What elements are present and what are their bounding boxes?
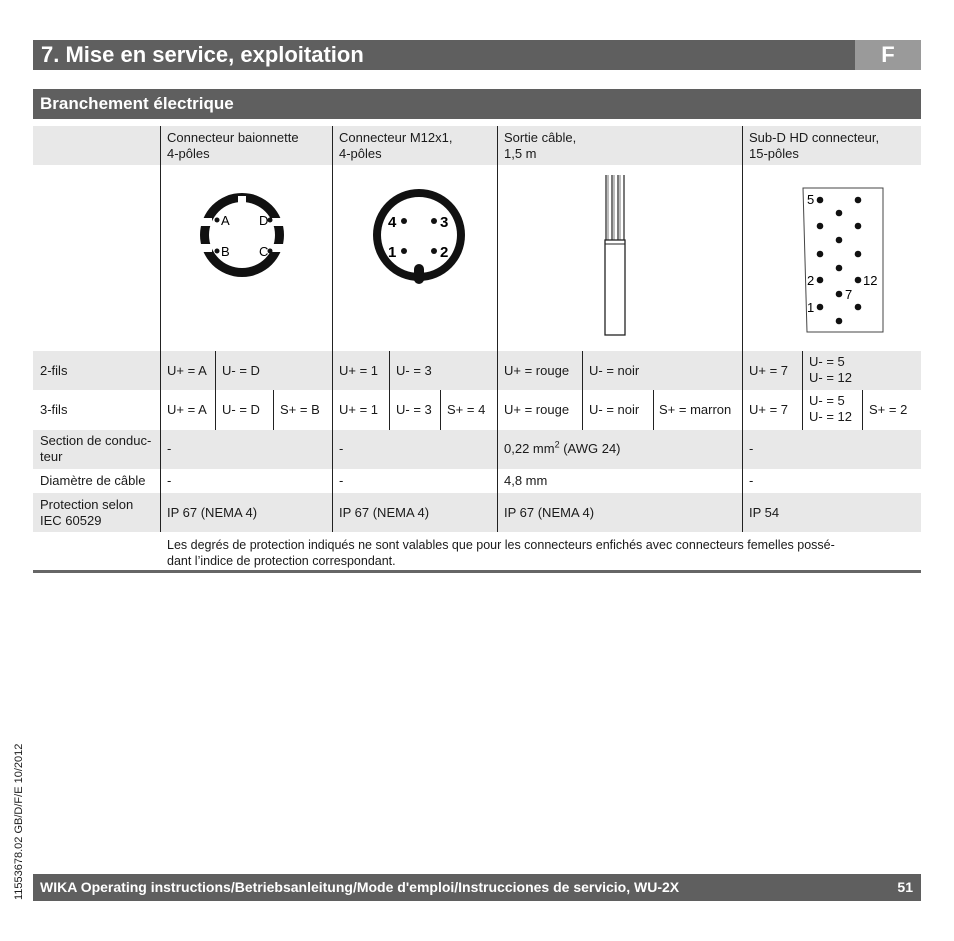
table-cell: U- = 5 U- = 12 [809, 354, 852, 385]
table-cell: IP 67 (NEMA 4) [339, 505, 430, 520]
column-header-m12: Connecteur M12x1, 4-pôles [339, 130, 453, 161]
sub-divider [215, 351, 216, 430]
table-cell: - [749, 473, 754, 488]
pin-label: 5 [807, 192, 815, 207]
pin-label: 3 [440, 214, 449, 231]
sub-divider [582, 351, 583, 430]
footer-text: WIKA Operating instructions/Betriebsanleitung/Mode d'emploi/Instrucciones de servicio, WU-2X [40, 879, 680, 895]
chapter-title: 7. Mise en service, exploitation [41, 42, 364, 67]
table-cell: IP 54 [749, 505, 780, 520]
pin-label: B [221, 244, 230, 259]
pin-label: C [259, 244, 269, 259]
sub-divider [802, 351, 803, 430]
row-label-three-wire: 3-fils [40, 402, 68, 417]
table-cell: S+ = 4 [447, 402, 486, 417]
bayonet-connector-diagram [190, 180, 300, 290]
table-cell: 4,8 mm [504, 473, 548, 488]
pin-label: 2 [440, 244, 449, 261]
pin-label: A [221, 213, 230, 228]
table-cell: - [167, 441, 172, 456]
row-label-section: Section de conduc- teur [40, 433, 152, 464]
cable-outlet-diagram [590, 170, 640, 342]
sub-divider [440, 390, 441, 430]
column-divider [742, 126, 743, 532]
column-divider [497, 126, 498, 532]
pin-label: 2 [807, 273, 815, 288]
sub-divider [389, 351, 390, 430]
protection-note: Les degrés de protection indiqués ne sont valables que pour les connecteurs enfichés avec connecteurs femelles possé- dant l’indice de protection correspondant. [167, 538, 835, 568]
table-cell: 0,22 $mm^2$ (AWG 24) [504, 439, 621, 456]
document-code: 11553678.02 GB/D/F/E 10/2012 [13, 743, 25, 900]
pin-label: 7 [845, 287, 853, 302]
section-title: Branchement électrique [40, 94, 234, 113]
table-cell: - [339, 441, 344, 456]
table-cell: U- = noir [589, 363, 640, 378]
column-divider [160, 126, 161, 532]
table-cell: S+ = marron [659, 402, 732, 417]
sub-divider [862, 390, 863, 430]
table-bottom-rule [33, 570, 921, 573]
table-cell: U+ = A [167, 402, 207, 417]
table-cell: IP 67 (NEMA 4) [504, 505, 595, 520]
table-cell: U+ = rouge [504, 402, 570, 417]
chapter-header [33, 40, 921, 70]
row-label-protection: Protection selon IEC 60529 [40, 497, 134, 528]
column-header-cable: Sortie câble, 1,5 m [504, 130, 577, 161]
section-header [33, 89, 921, 119]
table-cell: U- = D [222, 402, 260, 417]
pin-label: 1 [388, 244, 397, 261]
table-cell: - [749, 441, 754, 456]
table-cell: S+ = B [280, 402, 320, 417]
table-cell: U+ = 7 [749, 402, 789, 417]
table-cell: U+ = 7 [749, 363, 789, 378]
row-label-diameter: Diamètre de câble [40, 473, 146, 488]
table-cell: S+ = 2 [869, 402, 908, 417]
sub-divider [653, 390, 654, 430]
table-cell: - [339, 473, 344, 488]
pin-label: 12 [863, 273, 878, 288]
language-badge: F [855, 40, 921, 70]
m12-connector-diagram [366, 180, 476, 290]
table-cell: U+ = A [167, 363, 207, 378]
table-cell: U- = D [222, 363, 260, 378]
column-divider [332, 126, 333, 532]
pin-label: 4 [388, 214, 397, 231]
sub-divider [273, 390, 274, 430]
row-label-two-wire: 2-fils [40, 363, 68, 378]
table-cell: U- = 3 [396, 402, 432, 417]
table-cell: U+ = 1 [339, 363, 379, 378]
page-footer [33, 874, 921, 901]
pin-label: D [259, 213, 269, 228]
column-header-bayonet: Connecteur baionnette 4-pôles [167, 130, 299, 161]
column-header-subd: Sub-D HD connecteur, 15-pôles [749, 130, 880, 161]
table-cell: U- = 3 [396, 363, 432, 378]
table-cell: U- = noir [589, 402, 640, 417]
subd-connector-diagram [795, 180, 895, 340]
table-cell: U+ = rouge [504, 363, 570, 378]
table-cell: - [167, 473, 172, 488]
table-cell: U+ = 1 [339, 402, 379, 417]
pin-label: 1 [807, 300, 815, 315]
page-number: 51 [897, 879, 913, 895]
table-cell: IP 67 (NEMA 4) [167, 505, 258, 520]
table-cell: U- = 5 U- = 12 [809, 393, 852, 424]
